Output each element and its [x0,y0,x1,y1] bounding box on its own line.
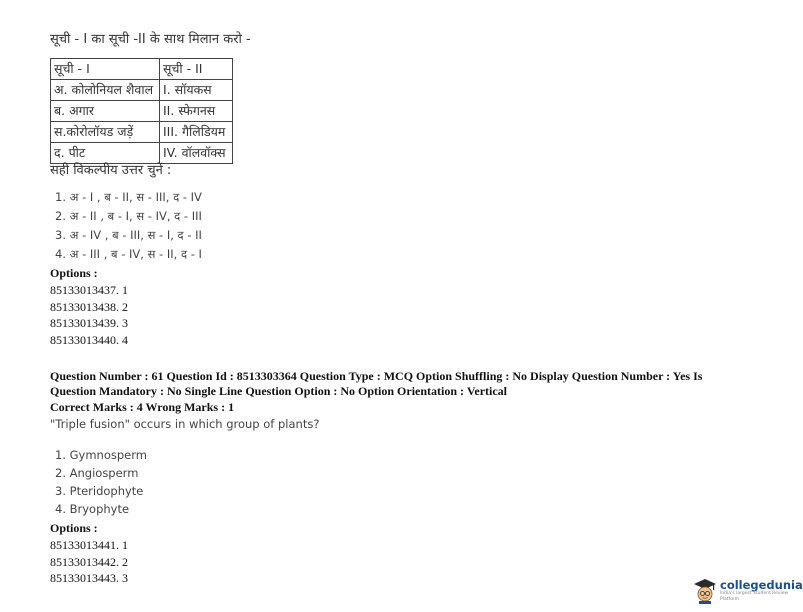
answer-choice: 4. अ - III , ब - IV, स - II, द - I [55,247,202,261]
option-line: 85133013442. 2 [50,555,128,569]
answer-choice: 3. Pteridophyte [55,484,144,498]
logo-tagline: India's largest Student Review Platform [720,591,789,602]
table-cell: II. स्फेगनस [160,101,233,122]
logo-name: collegedunia [720,578,803,592]
answer-choice: 1. Gymnosperm [55,448,147,462]
answer-choice: 2. अ - II , ब - I, स - IV, द - III [55,209,202,223]
table-cell: I. सॉयकस [160,80,233,101]
table-row [51,80,233,101]
question-text: "Triple fusion" occurs in which group of plants? [50,417,320,431]
answer-choice: 1. अ - I , ब - II, स - III, द - IV [55,190,202,204]
table-cell: III. गैलिडियम [160,122,233,143]
table-cell: ब. अगार [51,101,160,122]
marks-line: Correct Marks : 4 Wrong Marks : 1 [50,400,235,414]
table-row [51,101,233,122]
question-heading: सूची - I का सूची -II के साथ मिलान करो - [50,32,251,47]
option-line: 85133013439. 3 [50,316,128,330]
table-cell: द. पीट [51,143,160,164]
table-row [51,122,233,143]
table-cell: अ. कोलोनियल शैवाल [51,80,160,101]
table-cell: IV. वॉलवॉक्स [160,143,233,164]
collegedunia-logo [693,577,803,605]
table-cell: स.कोरोलॉयड जड़ें [51,122,160,143]
table-cell: सूची - II [160,59,233,80]
option-line: 85133013440. 4 [50,333,128,347]
graduate-mascot-icon [693,578,717,604]
answer-choice: 4. Bryophyte [55,502,130,516]
question-meta: Question Number : 61 Question Id : 8513303364 Question Type : MCQ Option Shuffling : No Display Question Number : Yes Is [50,369,703,383]
question-meta: Question Mandatory : No Single Line Question Option : No Option Orientation : Vertical [50,384,508,398]
answer-choice: 2. Angiosperm [55,466,139,480]
table-row [51,59,233,80]
options-label: Options : [50,521,98,535]
table-cell: सूची - I [51,59,160,80]
instruction-text: सही विकल्पीय उत्तर चुनें : [50,163,172,178]
option-line: 85133013437. 1 [50,283,128,297]
option-line: 85133013438. 2 [50,300,128,314]
answer-choice: 3. अ - IV , ब - III, स - I, द - II [55,228,202,242]
option-line: 85133013443. 3 [50,571,128,585]
options-label: Options : [50,266,98,280]
option-line: 85133013441. 1 [50,538,128,552]
match-table [50,58,233,164]
